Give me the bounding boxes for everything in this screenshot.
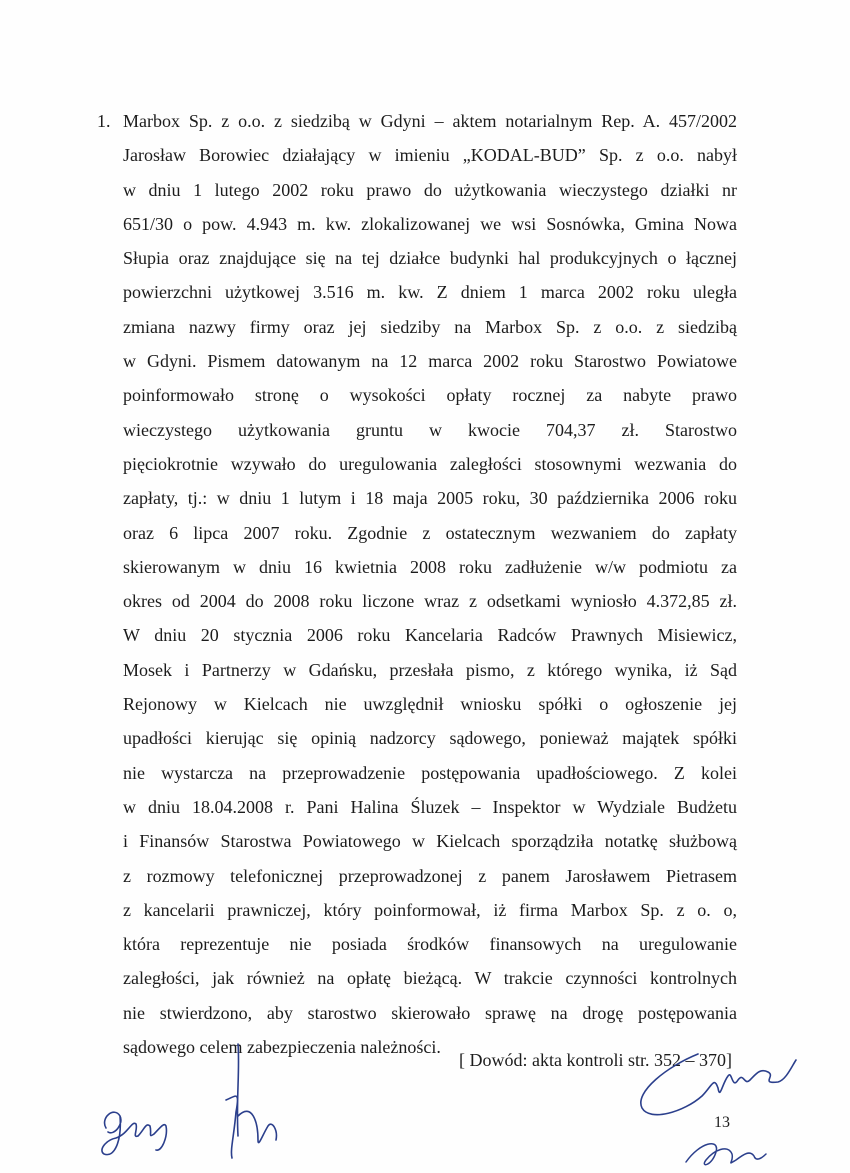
text-line: Marbox Sp. z o.o. z siedzibą w Gdyni – aktem notarialnym Rep. A. 457/2002 xyxy=(123,111,737,131)
text-line: 651/30 o pow. 4.943 m. kw. zlokalizowanej we wsi Sosnówka, Gmina Nowa xyxy=(123,213,737,234)
page-number: 13 xyxy=(714,1114,730,1131)
text-line: oraz 6 lipca 2007 roku. Zgodnie z ostatecznym wezwaniem do zapłaty xyxy=(123,522,737,543)
text-line: skierowanym w dniu 16 kwietnia 2008 roku zadłużenie w/w podmiotu za xyxy=(123,556,737,577)
text-line: W dniu 20 stycznia 2006 roku Kancelaria Radców Prawnych Misiewicz, xyxy=(123,625,737,646)
text-line: zaległości, jak również na opłatę bieżącą. W trakcie czynności kontrolnych xyxy=(123,968,737,989)
text-line: która reprezentuje nie posiada środków finansowych na uregulowanie xyxy=(123,934,737,955)
handwritten-initials-left xyxy=(92,1080,202,1160)
text-line: w dniu 1 lutego 2002 roku prawo do użytkowania wieczystego działki nr xyxy=(123,179,737,200)
text-line: z kancelarii prawniczej, który poinformował, iż firma Marbox Sp. z o. o, xyxy=(123,899,737,920)
text-line: upadłości kierując się opinią nadzorcy sądowego, ponieważ majątek spółki xyxy=(123,728,737,749)
text-line: zmiana nazwy firmy oraz jej siedziby na Marbox Sp. z o.o. z siedzibą xyxy=(123,316,737,337)
text-line: sądowego celem zabezpieczenia należności. xyxy=(123,1037,441,1058)
evidence-reference: [ Dowód: akta kontroli str. 352 – 370] xyxy=(459,1050,732,1070)
text-line: wieczystego użytkowania gruntu w kwocie 704,37 zł. Starostwo xyxy=(123,419,737,440)
text-line: okres od 2004 do 2008 roku liczone wraz z odsetkami wyniosło 4.372,85 zł. xyxy=(123,591,737,612)
text-line: i Finansów Starostwa Powiatowego w Kielcach sporządziła notatkę służbową xyxy=(123,831,737,852)
text-line: nie stwierdzono, aby starostwo skierowało sprawę na drogę postępowania xyxy=(123,1002,737,1023)
paragraph-body xyxy=(123,104,737,1064)
text-line: powierzchni użytkowej 3.516 m. kw. Z dniem 1 marca 2002 roku uległa xyxy=(123,282,737,303)
text-line: Rejonowy w Kielcach nie uwzględnił wniosku spółki o ogłoszenie jej xyxy=(123,694,737,715)
text-line: w dniu 18.04.2008 r. Pani Halina Śluzek – Inspektor w Wydziale Budżetu xyxy=(123,796,737,817)
text-line: w Gdyni. Pismem datowanym na 12 marca 2002 roku Starostwo Powiatowe xyxy=(123,351,737,372)
text-line: Jarosław Borowiec działający w imieniu „KODAL-BUD” Sp. z o.o. nabył xyxy=(123,145,737,166)
text-line: pięciokrotnie wzywało do uregulowania zaległości stosownymi wezwania do xyxy=(123,453,737,474)
text-line: zapłaty, tj.: w dniu 1 lutym i 18 maja 2005 roku, 30 października 2006 roku xyxy=(123,488,737,509)
text-line: nie wystarcza na przeprowadzenie postępowania upadłościowego. Z kolei xyxy=(123,762,737,783)
text-line: poinformowało stronę o wysokości opłaty rocznej za nabyte prawo xyxy=(123,385,737,406)
handwritten-initials-bottom xyxy=(680,1132,790,1172)
text-line: Mosek i Partnerzy w Gdańsku, przesłała pismo, z którego wynika, iż Sąd xyxy=(123,659,737,680)
text-line: Słupia oraz znajdujące się na tej działce budynki hal produkcyjnych o łącznej xyxy=(123,248,737,269)
text-line: z rozmowy telefonicznej przeprowadzonej z panem Jarosławem Pietrasem xyxy=(123,865,737,886)
item-number: 1. xyxy=(97,111,111,131)
handwritten-signature-middle xyxy=(218,1040,308,1170)
